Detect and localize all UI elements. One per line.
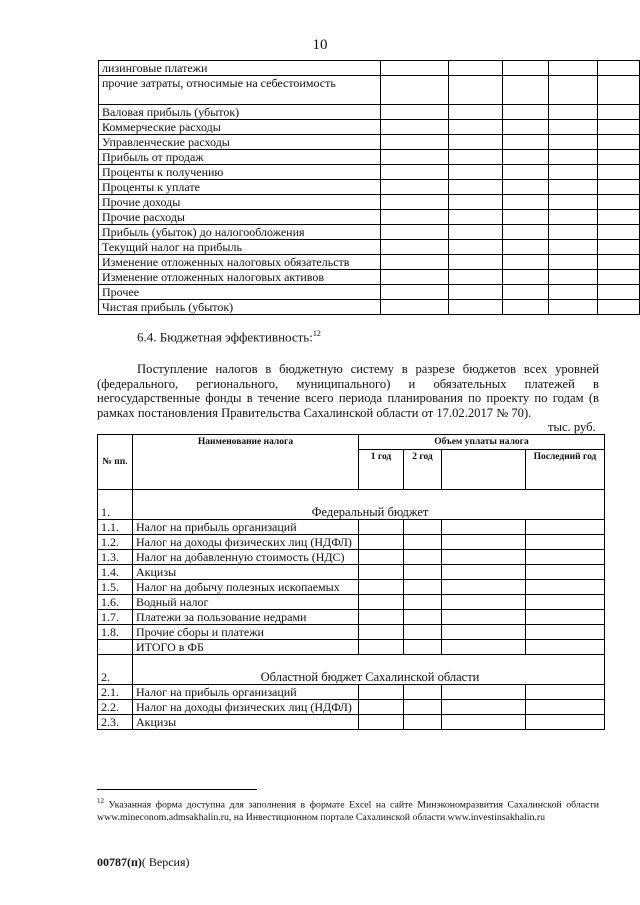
tax-number bbox=[98, 640, 133, 655]
table1-value-cell bbox=[597, 165, 639, 180]
table1-value-cell bbox=[502, 135, 548, 150]
tax-value-cell bbox=[359, 640, 404, 655]
table1-row-label: Прочие доходы bbox=[99, 195, 381, 210]
table1-value-cell bbox=[597, 210, 639, 225]
tax-value-cell bbox=[404, 565, 442, 580]
table1-row-label: Коммерческие расходы bbox=[99, 120, 381, 135]
table1-value-cell bbox=[448, 195, 502, 210]
tax-value-cell bbox=[442, 550, 526, 565]
table1-value-cell bbox=[597, 61, 639, 76]
tax-value-cell bbox=[404, 700, 442, 715]
table1-value-cell bbox=[597, 225, 639, 240]
table1-row-label: Прибыль от продаж bbox=[99, 150, 381, 165]
tax-value-cell bbox=[404, 595, 442, 610]
tax-value-cell bbox=[404, 625, 442, 640]
tax-value-cell bbox=[442, 565, 526, 580]
document-version: ( Версия) bbox=[141, 855, 190, 869]
tax-name: Водный налог bbox=[133, 595, 359, 610]
table1-row bbox=[99, 105, 640, 120]
budget-section-row bbox=[98, 655, 605, 685]
table1-row-label: Управленческие расходы bbox=[99, 135, 381, 150]
table1-value-cell bbox=[549, 210, 597, 225]
tax-value-cell bbox=[526, 610, 605, 625]
table1-value-cell bbox=[502, 240, 548, 255]
table1-row bbox=[99, 135, 640, 150]
table1-value-cell bbox=[502, 180, 548, 195]
table1-value-cell bbox=[597, 285, 639, 300]
tax-value-cell bbox=[359, 700, 404, 715]
tax-name: Налог на добавленную стоимость (НДС) bbox=[133, 550, 359, 565]
table1-value-cell bbox=[597, 76, 639, 105]
table1-value-cell bbox=[502, 225, 548, 240]
table1-row-label: Проценты к уплате bbox=[99, 180, 381, 195]
tax-number: 1.7. bbox=[98, 610, 133, 625]
table1-row bbox=[99, 61, 640, 76]
table1-value-cell bbox=[597, 240, 639, 255]
table1-value-cell bbox=[448, 225, 502, 240]
tax-value-cell bbox=[526, 595, 605, 610]
tax-name: Акцизы bbox=[133, 565, 359, 580]
table1-value-cell bbox=[448, 120, 502, 135]
tax-value-cell bbox=[442, 640, 526, 655]
table1-value-cell bbox=[549, 165, 597, 180]
table1-value-cell bbox=[549, 300, 597, 315]
footnote-text: Указанная форма доступна для заполнения в формате Excel на сайте Минэкономразвития Сахалинской области www.mineconom.admsakhalin.ru, на Инвестиционном портале Сахалинской области www.investinsakhalin.ru bbox=[97, 799, 599, 823]
table1-row bbox=[99, 255, 640, 270]
tax-value-cell bbox=[442, 625, 526, 640]
header-year-1: 1 год bbox=[359, 450, 404, 490]
table1-row-label: Прибыль (убыток) до налогообложения bbox=[99, 225, 381, 240]
table1-value-cell bbox=[549, 150, 597, 165]
table1-row bbox=[99, 120, 640, 135]
table1-value-cell bbox=[448, 255, 502, 270]
table1-value-cell bbox=[448, 105, 502, 120]
table1-value-cell bbox=[597, 255, 639, 270]
table1-value-cell bbox=[549, 61, 597, 76]
tax-value-cell bbox=[526, 640, 605, 655]
table1-row bbox=[99, 240, 640, 255]
table1-value-cell bbox=[448, 285, 502, 300]
tax-value-cell bbox=[442, 610, 526, 625]
table1-row bbox=[99, 150, 640, 165]
table1-value-cell bbox=[380, 150, 448, 165]
table1-value-cell bbox=[549, 255, 597, 270]
tax-value-cell bbox=[442, 700, 526, 715]
tax-name: Акцизы bbox=[133, 715, 359, 730]
section-number: 2. bbox=[98, 655, 133, 685]
tax-row bbox=[98, 535, 605, 550]
tax-number: 2.3. bbox=[98, 715, 133, 730]
table1-value-cell bbox=[448, 165, 502, 180]
section-paragraph: Поступление налогов в бюджетную систему в разрезе бюджетов всех уровней (федерального, регионального, муниципального) и обязательных платежей в негосударственные фонды в течение всего периода планирования по проекту по годам (в рамках постановления Правительства Сахалинской области от 17.02.2017 № 70). bbox=[97, 362, 599, 420]
tax-value-cell bbox=[359, 520, 404, 535]
table1-value-cell bbox=[448, 150, 502, 165]
tax-row bbox=[98, 550, 605, 565]
table1-value-cell bbox=[549, 120, 597, 135]
footnote bbox=[97, 795, 599, 824]
table1-value-cell bbox=[502, 150, 548, 165]
tax-value-cell bbox=[526, 520, 605, 535]
table1-value-cell bbox=[380, 270, 448, 285]
tax-value-cell bbox=[526, 550, 605, 565]
financial-results-table bbox=[98, 60, 640, 315]
budget-section-row bbox=[98, 490, 605, 520]
tax-value-cell bbox=[359, 610, 404, 625]
tax-row bbox=[98, 700, 605, 715]
tax-value-cell bbox=[526, 685, 605, 700]
footnote-mark: 12 bbox=[97, 797, 104, 805]
tax-value-cell bbox=[442, 595, 526, 610]
table1-row-label: Изменение отложенных налоговых обязательств bbox=[99, 255, 381, 270]
section-title: 6.4. Бюджетная эффективность: bbox=[137, 329, 313, 345]
table1-value-cell bbox=[597, 105, 639, 120]
budget-taxes-rows bbox=[98, 490, 605, 730]
table1-row-label: Проценты к получению bbox=[99, 165, 381, 180]
tax-value-cell bbox=[359, 535, 404, 550]
table1-value-cell bbox=[448, 61, 502, 76]
table1-row-label: прочие затраты, относимые на себестоимость bbox=[99, 76, 381, 105]
table1-row-label: Изменение отложенных налоговых активов bbox=[99, 270, 381, 285]
table1-value-cell bbox=[549, 195, 597, 210]
tax-name: Налог на прибыль организаций bbox=[133, 685, 359, 700]
tax-row bbox=[98, 610, 605, 625]
table1-value-cell bbox=[448, 180, 502, 195]
tax-value-cell bbox=[359, 580, 404, 595]
tax-value-cell bbox=[359, 550, 404, 565]
table1-value-cell bbox=[597, 150, 639, 165]
tax-number: 1.3. bbox=[98, 550, 133, 565]
tax-value-cell bbox=[404, 610, 442, 625]
tax-value-cell bbox=[404, 580, 442, 595]
tax-number: 1.4. bbox=[98, 565, 133, 580]
table1-value-cell bbox=[549, 135, 597, 150]
table1-value-cell bbox=[502, 76, 548, 105]
tax-number: 1.5. bbox=[98, 580, 133, 595]
table1-value-cell bbox=[549, 285, 597, 300]
table1-row-label: Валовая прибыль (убыток) bbox=[99, 105, 381, 120]
tax-name: Налог на прибыль организаций bbox=[133, 520, 359, 535]
tax-row bbox=[98, 595, 605, 610]
table1-value-cell bbox=[502, 285, 548, 300]
tax-name: Налог на доходы физических лиц (НДФЛ) bbox=[133, 700, 359, 715]
header-number: № пп. bbox=[98, 435, 133, 490]
tax-row bbox=[98, 520, 605, 535]
section-name: Областной бюджет Сахалинской области bbox=[133, 655, 605, 685]
footnote-separator bbox=[97, 789, 257, 790]
table1-row-label: лизинговые платежи bbox=[99, 61, 381, 76]
tax-name: Прочие сборы и платежи bbox=[133, 625, 359, 640]
table1-value-cell bbox=[502, 195, 548, 210]
section-number: 1. bbox=[98, 490, 133, 520]
table1-value-cell bbox=[549, 225, 597, 240]
footnote-reference: 12 bbox=[312, 329, 321, 338]
table1-row bbox=[99, 210, 640, 225]
table1-value-cell bbox=[549, 270, 597, 285]
table1-value-cell bbox=[380, 285, 448, 300]
table1-value-cell bbox=[380, 120, 448, 135]
tax-value-cell bbox=[359, 565, 404, 580]
table1-value-cell bbox=[448, 135, 502, 150]
tax-row bbox=[98, 625, 605, 640]
tax-value-cell bbox=[442, 715, 526, 730]
tax-number: 1.8. bbox=[98, 625, 133, 640]
tax-value-cell bbox=[404, 685, 442, 700]
tax-value-cell bbox=[404, 535, 442, 550]
tax-name: Налог на добычу полезных ископаемых bbox=[133, 580, 359, 595]
table1-value-cell bbox=[502, 210, 548, 225]
table1-value-cell bbox=[380, 76, 448, 105]
table1-row bbox=[99, 300, 640, 315]
table1-row bbox=[99, 195, 640, 210]
tax-value-cell bbox=[404, 640, 442, 655]
tax-row bbox=[98, 580, 605, 595]
table1-row-label: Чистая прибыль (убыток) bbox=[99, 300, 381, 315]
table1-value-cell bbox=[549, 105, 597, 120]
table1-value-cell bbox=[502, 165, 548, 180]
table1-value-cell bbox=[502, 300, 548, 315]
page-number: 10 bbox=[312, 37, 328, 53]
table1-value-cell bbox=[502, 105, 548, 120]
tax-number: 1.6. bbox=[98, 595, 133, 610]
tax-name: Платежи за пользование недрами bbox=[133, 610, 359, 625]
units-label: тыс. руб. bbox=[548, 420, 596, 434]
table1-value-cell bbox=[549, 180, 597, 195]
tax-value-cell bbox=[526, 625, 605, 640]
header-last-year: Последний год bbox=[526, 450, 605, 490]
table1-value-cell bbox=[549, 240, 597, 255]
tax-number: 1.1. bbox=[98, 520, 133, 535]
tax-value-cell bbox=[359, 715, 404, 730]
table1-value-cell bbox=[597, 120, 639, 135]
table1-value-cell bbox=[502, 120, 548, 135]
tax-value-cell bbox=[359, 595, 404, 610]
header-tax-name: Наименование налога bbox=[133, 435, 359, 490]
table1-value-cell bbox=[597, 195, 639, 210]
tax-row bbox=[98, 685, 605, 700]
table1-row-label: Прочее bbox=[99, 285, 381, 300]
header-year-3 bbox=[442, 450, 526, 490]
table1-value-cell bbox=[448, 210, 502, 225]
table1-value-cell bbox=[380, 195, 448, 210]
section-name: Федеральный бюджет bbox=[133, 490, 605, 520]
tax-value-cell bbox=[526, 700, 605, 715]
table1-value-cell bbox=[380, 105, 448, 120]
financial-results-rows bbox=[99, 61, 640, 315]
table1-row bbox=[99, 76, 640, 105]
tax-value-cell bbox=[442, 685, 526, 700]
tax-value-cell bbox=[404, 520, 442, 535]
tax-number: 2.1. bbox=[98, 685, 133, 700]
tax-value-cell bbox=[526, 535, 605, 550]
table1-row bbox=[99, 285, 640, 300]
table1-row bbox=[99, 165, 640, 180]
table1-value-cell bbox=[380, 135, 448, 150]
table1-value-cell bbox=[448, 240, 502, 255]
tax-value-cell bbox=[442, 580, 526, 595]
table1-value-cell bbox=[380, 300, 448, 315]
table1-value-cell bbox=[502, 61, 548, 76]
tax-number: 2.2. bbox=[98, 700, 133, 715]
tax-name: ИТОГО в ФБ bbox=[133, 640, 359, 655]
tax-value-cell bbox=[404, 715, 442, 730]
table1-value-cell bbox=[597, 300, 639, 315]
table1-value-cell bbox=[380, 225, 448, 240]
table1-row bbox=[99, 180, 640, 195]
table1-value-cell bbox=[380, 255, 448, 270]
tax-value-cell bbox=[526, 580, 605, 595]
document-id bbox=[97, 855, 190, 870]
tax-name: Налог на доходы физических лиц (НДФЛ) bbox=[133, 535, 359, 550]
table1-value-cell bbox=[448, 270, 502, 285]
table1-value-cell bbox=[380, 180, 448, 195]
tax-value-cell bbox=[442, 535, 526, 550]
section-heading bbox=[137, 329, 321, 345]
table1-value-cell bbox=[597, 270, 639, 285]
tax-value-cell bbox=[442, 520, 526, 535]
table1-value-cell bbox=[380, 240, 448, 255]
table1-row-label: Текущий налог на прибыль bbox=[99, 240, 381, 255]
table1-value-cell bbox=[380, 61, 448, 76]
header-payment-volume: Объем уплаты налога bbox=[359, 435, 605, 450]
header-year-2: 2 год bbox=[404, 450, 442, 490]
tax-value-cell bbox=[359, 685, 404, 700]
tax-row bbox=[98, 640, 605, 655]
tax-value-cell bbox=[404, 550, 442, 565]
budget-taxes-table bbox=[97, 434, 605, 730]
table1-value-cell bbox=[502, 270, 548, 285]
table1-row bbox=[99, 225, 640, 240]
table1-value-cell bbox=[597, 135, 639, 150]
table1-value-cell bbox=[448, 76, 502, 105]
tax-value-cell bbox=[526, 715, 605, 730]
table1-row-label: Прочие расходы bbox=[99, 210, 381, 225]
table1-value-cell bbox=[502, 255, 548, 270]
tax-value-cell bbox=[359, 625, 404, 640]
tax-row bbox=[98, 565, 605, 580]
tax-number: 1.2. bbox=[98, 535, 133, 550]
tax-row bbox=[98, 715, 605, 730]
table1-value-cell bbox=[380, 210, 448, 225]
tax-value-cell bbox=[526, 565, 605, 580]
table1-value-cell bbox=[380, 165, 448, 180]
table1-value-cell bbox=[597, 180, 639, 195]
document-code: 00787(п) bbox=[97, 855, 142, 869]
table1-value-cell bbox=[448, 300, 502, 315]
table1-value-cell bbox=[549, 76, 597, 105]
table1-row bbox=[99, 270, 640, 285]
